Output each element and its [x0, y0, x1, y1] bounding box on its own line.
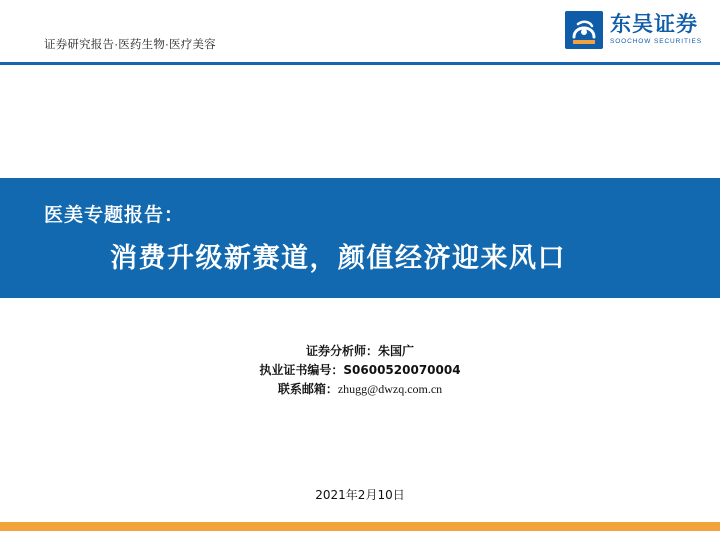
breadcrumb: 证券研究报告·医药生物·医疗美容 [44, 39, 216, 51]
slide-header [0, 0, 720, 60]
header-divider [0, 62, 720, 65]
analyst-email-row [0, 380, 720, 399]
report-date: 2021年2月10日 [315, 488, 405, 502]
footer-accent-bar [0, 512, 720, 531]
footer-base [0, 531, 720, 540]
logo-name-cn: 东吴证券 [609, 12, 698, 37]
title-band [0, 178, 720, 298]
report-subtitle: 医美专题报告： [44, 204, 185, 226]
logo-wordmark [610, 14, 702, 46]
soochow-securities-logo-icon [565, 11, 603, 49]
analyst-license: 执业证书编号：S0600520070004 [259, 363, 461, 377]
report-title: 消费升级新赛道，颜值经济迎来风口 [110, 243, 566, 274]
analyst-email-label: 联系邮箱： [277, 382, 338, 396]
analyst-email-value: zhugg@dwzq.com.cn [337, 382, 443, 396]
logo-name-en: SOOCHOW SECURITIES [609, 38, 702, 46]
analyst-name: 证券分析师：朱国广 [305, 344, 414, 358]
page-number: 1 [707, 512, 712, 521]
analyst-info [0, 342, 720, 399]
company-logo [565, 8, 702, 52]
